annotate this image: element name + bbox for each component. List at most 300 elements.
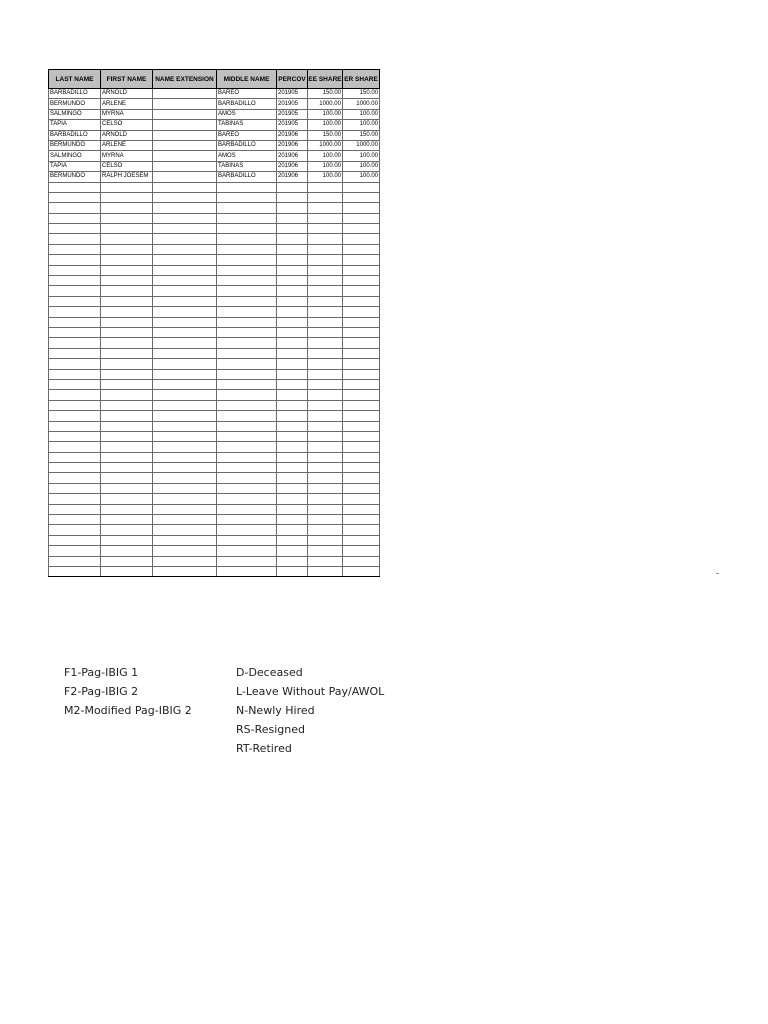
table-row <box>49 89 380 99</box>
empty-cell <box>153 556 217 566</box>
empty-cell <box>49 203 101 213</box>
empty-cell <box>277 411 308 421</box>
empty-cell <box>308 265 343 275</box>
empty-cell <box>343 494 380 504</box>
empty-row <box>49 494 380 504</box>
empty-cell <box>153 411 217 421</box>
empty-cell <box>343 182 380 192</box>
cell-last-name: BERMUNDO <box>49 172 101 182</box>
empty-row <box>49 286 380 296</box>
cell-percov: 201905 <box>277 120 308 130</box>
empty-cell <box>277 255 308 265</box>
empty-cell <box>277 213 308 223</box>
empty-cell <box>49 369 101 379</box>
empty-cell <box>343 265 380 275</box>
empty-cell <box>101 286 153 296</box>
cell-name-extension <box>153 161 217 171</box>
empty-cell <box>49 546 101 556</box>
empty-cell <box>49 265 101 275</box>
empty-cell <box>49 224 101 234</box>
empty-cell <box>308 473 343 483</box>
empty-cell <box>343 390 380 400</box>
contribution-table <box>48 69 380 577</box>
empty-cell <box>343 421 380 431</box>
cell-last-name: BARBADILLO <box>49 89 101 99</box>
empty-cell <box>49 213 101 223</box>
empty-cell <box>277 338 308 348</box>
empty-cell <box>153 255 217 265</box>
remarks-code-item: N-Newly Hired <box>236 704 315 717</box>
empty-cell <box>277 265 308 275</box>
empty-cell <box>153 379 217 389</box>
empty-cell <box>153 494 217 504</box>
empty-cell <box>101 369 153 379</box>
empty-cell <box>308 525 343 535</box>
empty-row <box>49 296 380 306</box>
empty-cell <box>308 431 343 441</box>
cell-first-name: ARLENE <box>101 99 153 109</box>
empty-cell <box>217 348 277 358</box>
cell-last-name: BERMUNDO <box>49 99 101 109</box>
empty-cell <box>101 234 153 244</box>
empty-cell <box>343 483 380 493</box>
empty-cell <box>277 494 308 504</box>
legend-form-types <box>64 663 192 720</box>
empty-cell <box>49 286 101 296</box>
empty-cell <box>49 535 101 545</box>
empty-cell <box>217 452 277 462</box>
empty-row <box>49 400 380 410</box>
empty-cell <box>101 265 153 275</box>
empty-cell <box>49 515 101 525</box>
empty-cell <box>49 348 101 358</box>
empty-cell <box>277 390 308 400</box>
empty-cell <box>277 203 308 213</box>
empty-row <box>49 307 380 317</box>
empty-cell <box>49 431 101 441</box>
empty-cell <box>343 400 380 410</box>
empty-row <box>49 244 380 254</box>
empty-cell <box>49 525 101 535</box>
empty-cell <box>343 192 380 202</box>
empty-cell <box>217 244 277 254</box>
empty-cell <box>343 379 380 389</box>
empty-cell <box>343 535 380 545</box>
cell-ee-share: 150.00 <box>308 130 343 140</box>
empty-cell <box>217 442 277 452</box>
empty-cell <box>308 317 343 327</box>
empty-cell <box>49 234 101 244</box>
empty-cell <box>101 276 153 286</box>
empty-cell <box>308 203 343 213</box>
form-type-item: F1-Pag-IBIG 1 <box>64 666 139 679</box>
empty-row <box>49 359 380 369</box>
column-header-name-extension: NAME EXTENSION <box>153 70 217 89</box>
cell-first-name: MYRNA <box>101 151 153 161</box>
empty-cell <box>49 421 101 431</box>
empty-row <box>49 327 380 337</box>
empty-row <box>49 182 380 192</box>
empty-cell <box>101 296 153 306</box>
empty-cell <box>217 546 277 556</box>
empty-cell <box>153 515 217 525</box>
empty-cell <box>277 307 308 317</box>
empty-cell <box>277 556 308 566</box>
empty-cell <box>277 327 308 337</box>
empty-cell <box>101 504 153 514</box>
empty-row <box>49 504 380 514</box>
form-type-item: F2-Pag-IBIG 2 <box>64 685 139 698</box>
empty-cell <box>153 192 217 202</box>
empty-cell <box>217 390 277 400</box>
cell-ee-share: 100.00 <box>308 120 343 130</box>
empty-cell <box>153 286 217 296</box>
empty-cell <box>153 182 217 192</box>
cell-er-share: 100.00 <box>343 120 380 130</box>
empty-cell <box>308 421 343 431</box>
empty-cell <box>217 224 277 234</box>
empty-cell <box>308 411 343 421</box>
empty-cell <box>217 504 277 514</box>
empty-cell <box>343 327 380 337</box>
cell-name-extension <box>153 99 217 109</box>
cell-er-share: 100.00 <box>343 172 380 182</box>
empty-cell <box>277 515 308 525</box>
empty-cell <box>217 338 277 348</box>
column-header-last-name: LAST NAME <box>49 70 101 89</box>
empty-cell <box>49 296 101 306</box>
empty-cell <box>308 400 343 410</box>
empty-cell <box>153 296 217 306</box>
empty-cell <box>217 265 277 275</box>
cell-middle-name: AMOS <box>217 109 277 119</box>
empty-cell <box>308 307 343 317</box>
empty-cell <box>308 224 343 234</box>
empty-cell <box>308 338 343 348</box>
empty-cell <box>217 286 277 296</box>
empty-cell <box>153 535 217 545</box>
empty-cell <box>217 483 277 493</box>
empty-cell <box>217 317 277 327</box>
empty-cell <box>343 224 380 234</box>
empty-cell <box>343 463 380 473</box>
table-row <box>49 140 380 150</box>
cell-ee-share: 100.00 <box>308 151 343 161</box>
column-header-ee-share: EE SHARE <box>308 70 343 89</box>
empty-cell <box>101 473 153 483</box>
empty-cell <box>343 244 380 254</box>
empty-cell <box>217 411 277 421</box>
cell-percov: 201906 <box>277 151 308 161</box>
empty-cell <box>153 338 217 348</box>
empty-cell <box>343 234 380 244</box>
empty-cell <box>343 203 380 213</box>
empty-cell <box>101 483 153 493</box>
empty-row <box>49 379 380 389</box>
empty-cell <box>101 244 153 254</box>
empty-cell <box>277 473 308 483</box>
empty-cell <box>217 369 277 379</box>
empty-cell <box>101 307 153 317</box>
cell-middle-name: TABINAS <box>217 120 277 130</box>
empty-cell <box>277 369 308 379</box>
cell-first-name: CELSO <box>101 161 153 171</box>
empty-cell <box>277 525 308 535</box>
empty-cell <box>277 504 308 514</box>
empty-cell <box>101 566 153 576</box>
empty-cell <box>308 234 343 244</box>
empty-row <box>49 276 380 286</box>
empty-cell <box>308 327 343 337</box>
empty-cell <box>308 535 343 545</box>
table-row <box>49 151 380 161</box>
empty-cell <box>49 494 101 504</box>
empty-cell <box>343 411 380 421</box>
empty-cell <box>101 224 153 234</box>
empty-cell <box>277 421 308 431</box>
cell-percov: 201906 <box>277 172 308 182</box>
column-header-first-name: FIRST NAME <box>101 70 153 89</box>
empty-cell <box>153 390 217 400</box>
empty-cell <box>277 535 308 545</box>
cell-percov: 201905 <box>277 99 308 109</box>
empty-cell <box>308 348 343 358</box>
empty-cell <box>277 431 308 441</box>
remarks-code-item: D-Deceased <box>236 666 303 679</box>
empty-cell <box>343 431 380 441</box>
empty-cell <box>153 504 217 514</box>
cell-percov: 201905 <box>277 109 308 119</box>
empty-row <box>49 338 380 348</box>
empty-cell <box>277 234 308 244</box>
empty-cell <box>49 390 101 400</box>
empty-cell <box>308 182 343 192</box>
empty-cell <box>217 494 277 504</box>
empty-cell <box>49 400 101 410</box>
cell-last-name: BERMUNDO <box>49 140 101 150</box>
empty-cell <box>308 276 343 286</box>
empty-cell <box>277 317 308 327</box>
empty-cell <box>343 213 380 223</box>
empty-cell <box>49 317 101 327</box>
cell-first-name: CELSO <box>101 120 153 130</box>
empty-cell <box>343 359 380 369</box>
cell-percov: 201906 <box>277 140 308 150</box>
empty-cell <box>308 556 343 566</box>
cell-last-name: TAPIA <box>49 161 101 171</box>
cell-er-share: 1000.00 <box>343 99 380 109</box>
empty-cell <box>101 192 153 202</box>
empty-cell <box>101 556 153 566</box>
empty-cell <box>308 286 343 296</box>
empty-cell <box>217 379 277 389</box>
empty-cell <box>101 379 153 389</box>
empty-cell <box>308 463 343 473</box>
empty-cell <box>49 473 101 483</box>
empty-cell <box>217 473 277 483</box>
empty-cell <box>49 276 101 286</box>
empty-cell <box>308 296 343 306</box>
empty-row <box>49 317 380 327</box>
table-row <box>49 172 380 182</box>
cell-first-name: MYRNA <box>101 109 153 119</box>
empty-cell <box>153 431 217 441</box>
empty-cell <box>277 452 308 462</box>
cell-er-share: 150.00 <box>343 89 380 99</box>
empty-cell <box>343 452 380 462</box>
cell-last-name: SALMINGO <box>49 151 101 161</box>
empty-cell <box>49 359 101 369</box>
empty-row <box>49 546 380 556</box>
empty-cell <box>277 359 308 369</box>
cell-ee-share: 100.00 <box>308 161 343 171</box>
empty-cell <box>343 255 380 265</box>
remittance-sheet <box>48 69 379 577</box>
empty-cell <box>308 213 343 223</box>
empty-cell <box>101 431 153 441</box>
cell-ee-share: 100.00 <box>308 109 343 119</box>
empty-cell <box>153 244 217 254</box>
empty-cell <box>49 327 101 337</box>
empty-cell <box>153 525 217 535</box>
empty-row <box>49 483 380 493</box>
empty-cell <box>217 296 277 306</box>
empty-cell <box>49 338 101 348</box>
cell-ee-share: 100.00 <box>308 172 343 182</box>
empty-cell <box>101 463 153 473</box>
empty-cell <box>343 276 380 286</box>
empty-cell <box>49 182 101 192</box>
empty-cell <box>101 400 153 410</box>
empty-cell <box>153 348 217 358</box>
empty-cell <box>217 535 277 545</box>
table-row <box>49 161 380 171</box>
empty-cell <box>49 483 101 493</box>
empty-cell <box>217 359 277 369</box>
empty-cell <box>308 442 343 452</box>
empty-cell <box>217 327 277 337</box>
empty-row <box>49 213 380 223</box>
empty-cell <box>49 463 101 473</box>
cell-middle-name: TABINAS <box>217 161 277 171</box>
empty-cell <box>277 348 308 358</box>
empty-cell <box>277 286 308 296</box>
empty-cell <box>49 244 101 254</box>
empty-row <box>49 265 380 275</box>
table-row <box>49 99 380 109</box>
empty-cell <box>217 255 277 265</box>
empty-cell <box>308 359 343 369</box>
cell-percov: 201905 <box>277 89 308 99</box>
empty-cell <box>49 379 101 389</box>
empty-cell <box>49 255 101 265</box>
empty-row <box>49 463 380 473</box>
empty-row <box>49 535 380 545</box>
empty-cell <box>217 463 277 473</box>
empty-cell <box>153 483 217 493</box>
empty-row <box>49 556 380 566</box>
cell-last-name: BARBADILLO <box>49 130 101 140</box>
empty-cell <box>153 546 217 556</box>
empty-cell <box>217 213 277 223</box>
empty-cell <box>101 515 153 525</box>
cell-er-share: 100.00 <box>343 161 380 171</box>
empty-cell <box>277 379 308 389</box>
cell-middle-name: BARBADILLO <box>217 99 277 109</box>
empty-cell <box>343 369 380 379</box>
empty-cell <box>101 494 153 504</box>
table-header-row <box>49 70 380 89</box>
empty-cell <box>217 182 277 192</box>
cell-middle-name: AMOS <box>217 151 277 161</box>
empty-cell <box>49 566 101 576</box>
empty-cell <box>153 276 217 286</box>
empty-row <box>49 515 380 525</box>
empty-cell <box>308 379 343 389</box>
empty-cell <box>101 317 153 327</box>
empty-row <box>49 411 380 421</box>
empty-cell <box>217 566 277 576</box>
empty-cell <box>343 556 380 566</box>
column-header-percov: PERCOV <box>277 70 308 89</box>
empty-cell <box>217 203 277 213</box>
empty-cell <box>308 566 343 576</box>
empty-cell <box>343 296 380 306</box>
empty-cell <box>343 546 380 556</box>
stray-mark <box>716 573 719 574</box>
empty-cell <box>153 307 217 317</box>
empty-cell <box>153 234 217 244</box>
cell-percov: 201906 <box>277 161 308 171</box>
empty-cell <box>153 463 217 473</box>
empty-cell <box>343 525 380 535</box>
empty-cell <box>217 431 277 441</box>
empty-row <box>49 525 380 535</box>
empty-cell <box>277 182 308 192</box>
empty-cell <box>217 515 277 525</box>
empty-cell <box>308 504 343 514</box>
empty-cell <box>277 566 308 576</box>
empty-cell <box>343 317 380 327</box>
empty-cell <box>277 463 308 473</box>
empty-cell <box>308 390 343 400</box>
empty-cell <box>217 525 277 535</box>
remarks-code-item: L-Leave Without Pay/AWOL <box>236 685 385 698</box>
cell-name-extension <box>153 140 217 150</box>
cell-middle-name: BARBADILLO <box>217 140 277 150</box>
empty-cell <box>101 338 153 348</box>
empty-cell <box>49 192 101 202</box>
empty-cell <box>101 348 153 358</box>
empty-cell <box>277 483 308 493</box>
empty-cell <box>153 369 217 379</box>
empty-cell <box>153 359 217 369</box>
empty-cell <box>343 566 380 576</box>
empty-cell <box>101 452 153 462</box>
cell-name-extension <box>153 172 217 182</box>
cell-name-extension <box>153 109 217 119</box>
empty-row <box>49 442 380 452</box>
cell-name-extension <box>153 151 217 161</box>
empty-cell <box>277 244 308 254</box>
empty-cell <box>49 504 101 514</box>
cell-first-name: ARLENE <box>101 140 153 150</box>
empty-cell <box>153 265 217 275</box>
empty-cell <box>153 442 217 452</box>
empty-cell <box>277 400 308 410</box>
cell-name-extension <box>153 130 217 140</box>
empty-cell <box>49 452 101 462</box>
